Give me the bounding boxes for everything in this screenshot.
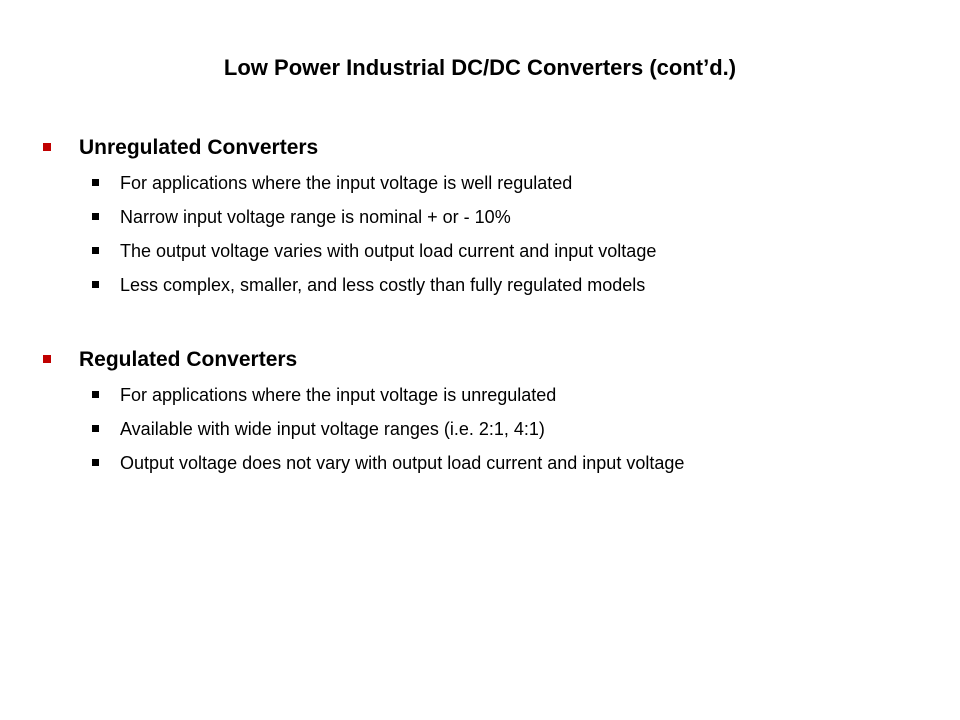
square-bullet-icon	[92, 391, 99, 398]
section-heading: Regulated Converters	[79, 348, 298, 371]
square-bullet-icon	[92, 425, 99, 432]
list-item-text: Available with wide input voltage ranges (i.e. 2:1, 4:1)	[120, 419, 545, 439]
bullet-list	[0, 168, 960, 304]
square-bullet-icon	[43, 143, 51, 151]
list-item-text: Less complex, smaller, and less costly than fully regulated models	[120, 275, 646, 295]
list-item	[0, 236, 960, 270]
list-item-text: For applications where the input voltage is well regulated	[120, 173, 573, 193]
list-item-text: The output voltage varies with output load current and input voltage	[120, 241, 657, 261]
square-bullet-icon	[92, 247, 99, 254]
list-item-text: Output voltage does not vary with output load current and input voltage	[120, 453, 685, 473]
section-heading-row	[0, 344, 960, 376]
section-regulated	[0, 344, 960, 482]
section-heading-row	[0, 132, 960, 164]
list-item	[0, 380, 960, 414]
square-bullet-icon	[43, 355, 51, 363]
list-item-text: Narrow input voltage range is nominal + or - 10%	[120, 207, 511, 227]
square-bullet-icon	[92, 213, 99, 220]
list-item	[0, 168, 960, 202]
slide-title: Low Power Industrial DC/DC Converters (cont’d.)	[223, 55, 737, 80]
section-unregulated	[0, 132, 960, 304]
list-item	[0, 448, 960, 482]
square-bullet-icon	[92, 179, 99, 186]
square-bullet-icon	[92, 281, 99, 288]
section-heading: Unregulated Converters	[79, 136, 319, 159]
list-item	[0, 202, 960, 236]
list-item-text: For applications where the input voltage is unregulated	[120, 385, 557, 405]
square-bullet-icon	[92, 459, 99, 466]
list-item	[0, 270, 960, 304]
bullet-list	[0, 380, 960, 482]
list-item	[0, 414, 960, 448]
